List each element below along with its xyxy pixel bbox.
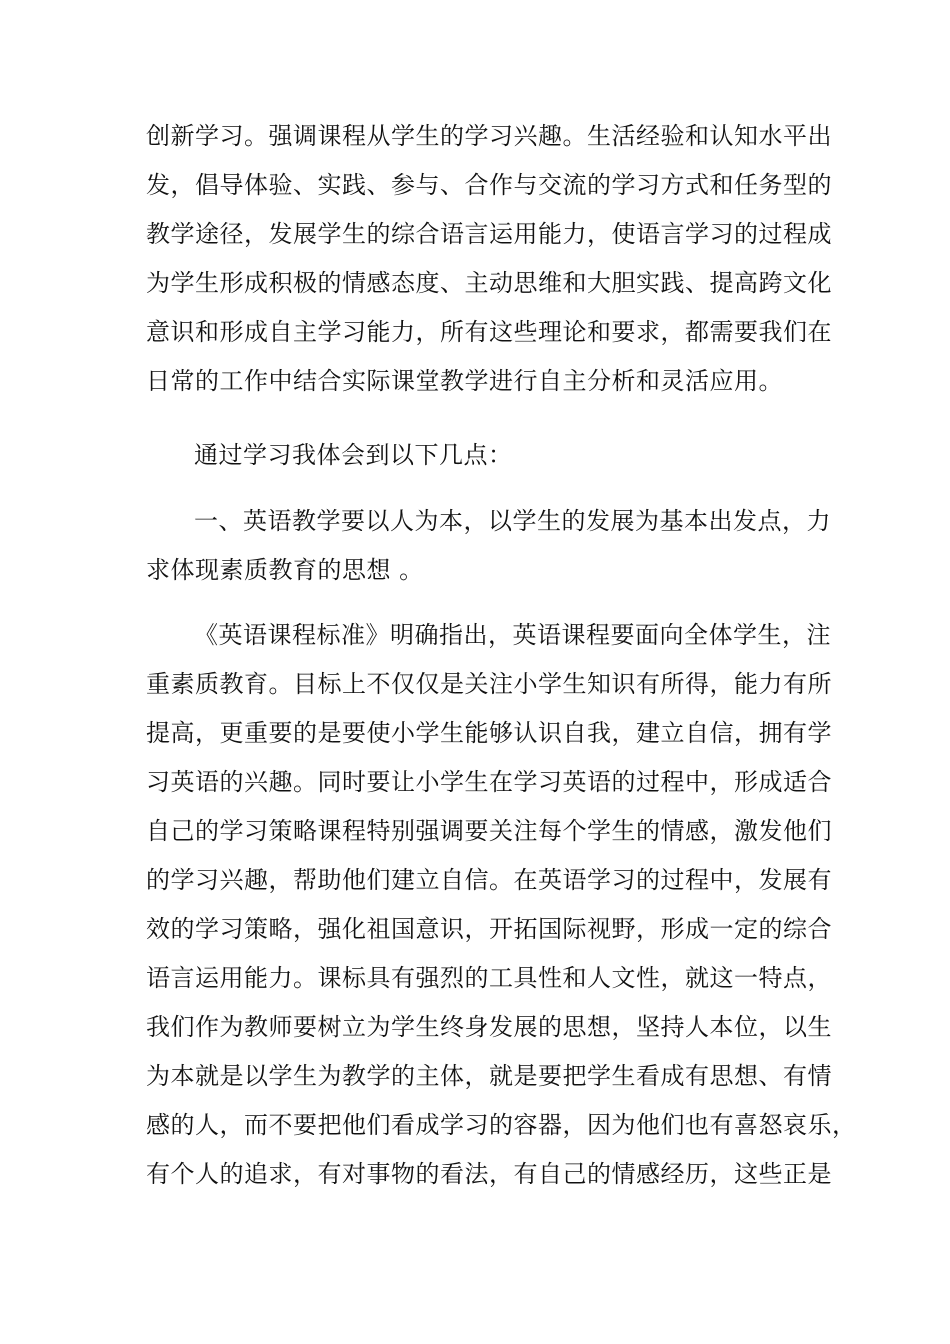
text-line: 提高，更重要的是要使小学生能够认识自我，建立自信，拥有学 bbox=[146, 719, 832, 747]
text-line: 重素质教育。目标上不仅仅是关注小学生知识有所得，能力有所 bbox=[146, 670, 832, 698]
text-line: 习英语的兴趣。同时要让小学生在学习英语的过程中，形成适合 bbox=[146, 768, 832, 796]
paragraph-summary-lead bbox=[146, 431, 806, 480]
text-line: 发，倡导体验、实践、参与、合作与交流的学习方式和任务型的 bbox=[146, 171, 832, 199]
text-line: 日常的工作中结合实际课堂教学进行自主分析和灵活应用。 bbox=[146, 367, 783, 395]
text-line: 语言运用能力。课标具有强烈的工具性和人文性，就这一特点， bbox=[146, 964, 832, 992]
text-line: 为学生形成积极的情感态度、主动思维和大胆实践、提高跨文化 bbox=[146, 269, 832, 297]
text-line: 创新学习。强调课程从学生的学习兴趣。生活经验和认知水平出 bbox=[146, 122, 832, 150]
text-line: 我们作为教师要树立为学生终身发展的思想，坚持人本位，以生 bbox=[146, 1013, 832, 1041]
text-line: 有个人的追求，有对事物的看法，有自己的情感经历，这些正是 bbox=[146, 1160, 832, 1188]
text-line: 意识和形成自主学习能力，所有这些理论和要求，都需要我们在 bbox=[146, 318, 832, 346]
text-line: 感的人，而不要把他们看成学习的容器，因为他们也有喜怒哀乐， bbox=[146, 1111, 857, 1139]
text-line: 一、英语教学要以人为本，以学生的发展为基本出发点，力 bbox=[194, 507, 831, 535]
paragraph-point-one-heading bbox=[146, 497, 831, 595]
text-line: 自己的学习策略课程特别强调要关注每个学生的情感，激发他们 bbox=[146, 817, 832, 845]
paragraph-intro bbox=[146, 112, 832, 406]
text-line: 求体现素质教育的思想 。 bbox=[146, 556, 424, 584]
paragraph-curriculum-standard bbox=[146, 611, 857, 1199]
text-line: 教学途径，发展学生的综合语言运用能力，使语言学习的过程成 bbox=[146, 220, 832, 248]
text-line: 通过学习我体会到以下几点： bbox=[194, 441, 513, 469]
text-line: 《英语课程标准》明确指出，英语课程要面向全体学生，注 bbox=[194, 621, 831, 649]
text-line: 效的学习策略，强化祖国意识，开拓国际视野，形成一定的综合 bbox=[146, 915, 832, 943]
text-line: 为本就是以学生为教学的主体，就是要把学生看成有思想、有情 bbox=[146, 1062, 832, 1090]
text-line: 的学习兴趣，帮助他们建立自信。在英语学习的过程中，发展有 bbox=[146, 866, 832, 894]
